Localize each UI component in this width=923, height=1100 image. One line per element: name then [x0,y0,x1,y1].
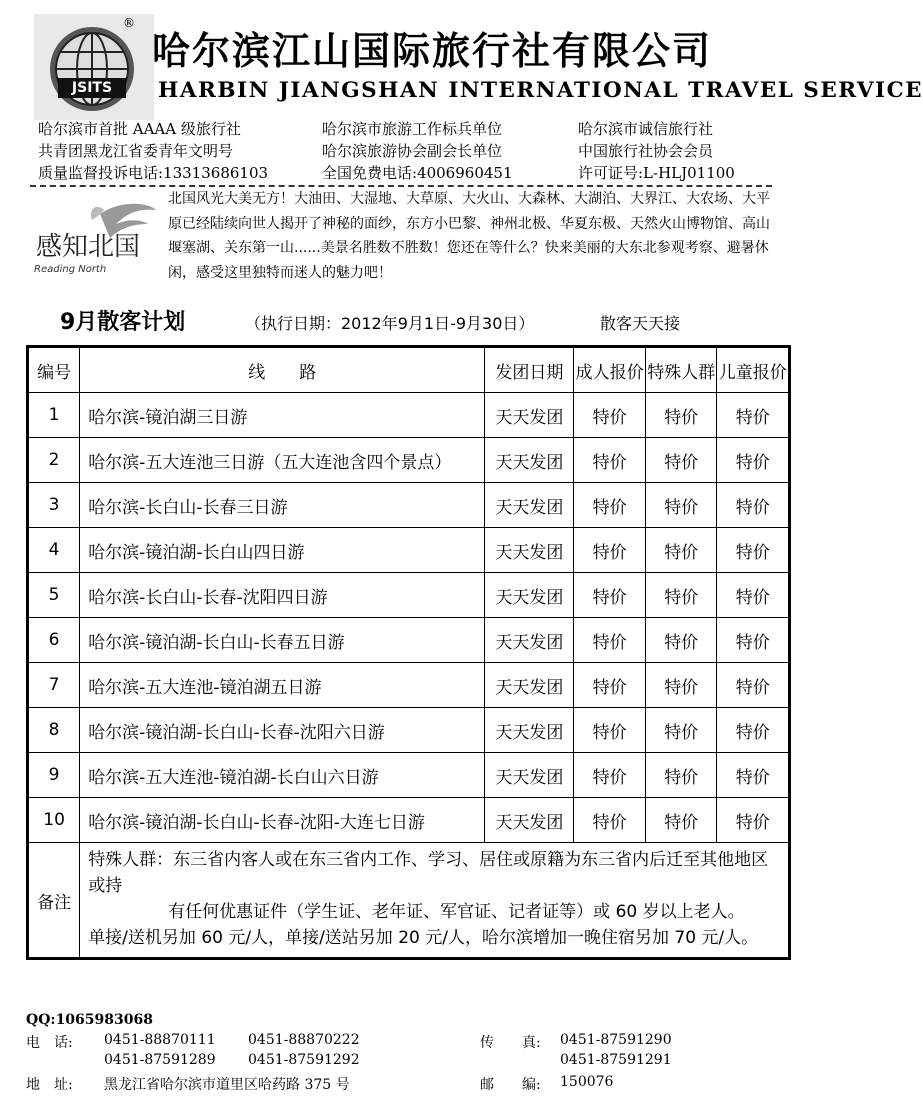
table-row [28,708,790,753]
banner-logo-cn: 感知北国 [36,232,141,262]
departure-date: 天天发团 [485,663,574,708]
plan-title: 9月散客计划 [60,310,186,335]
qualification: 哈尔滨市诚信旅行社 [578,120,714,138]
header-special-price: 特殊人群 [645,347,717,393]
company-name-cn: 哈尔滨江山国际旅行社有限公司 [152,28,713,73]
reading-north-logo [30,192,160,286]
table-row [28,798,790,843]
table-row [28,618,790,663]
special-price: 特价 [645,708,717,753]
special-price: 特价 [645,573,717,618]
adult-price: 特价 [574,663,646,708]
remark-row [28,843,790,959]
qq-label: QQ: [26,1012,56,1028]
adult-price: 特价 [574,798,646,843]
child-price: 特价 [717,438,790,483]
route-name: 哈尔滨-五大连池三日游（五大连池含四个景点） [80,438,485,483]
adult-price: 特价 [574,438,646,483]
tel-number: 0451-87591289 [104,1052,216,1068]
adult-price: 特价 [574,528,646,573]
header-number: 编号 [28,347,80,393]
postcode-label: 邮 编: [480,1077,541,1093]
child-price: 特价 [717,798,790,843]
special-price: 特价 [645,438,717,483]
table-row [28,483,790,528]
table-row [28,393,790,438]
departure-date: 天天发团 [485,618,574,663]
remark-content [80,843,790,959]
tel-number: 0451-88870111 [104,1032,216,1048]
registered-mark: ® [123,16,135,30]
header-date: 发团日期 [485,347,574,393]
table-row [28,753,790,798]
departure-date: 天天发团 [485,798,574,843]
child-price: 特价 [717,618,790,663]
row-number: 10 [28,798,80,843]
child-price: 特价 [717,393,790,438]
child-price: 特价 [717,573,790,618]
row-number: 9 [28,753,80,798]
qq-line [26,1012,153,1028]
qualification: 中国旅行社协会会员 [578,142,714,160]
logo-text: JSITS [71,80,113,96]
qualification: 哈尔滨旅游协会副会长单位 [322,142,503,160]
special-price: 特价 [645,663,717,708]
child-price: 特价 [717,753,790,798]
row-number: 5 [28,573,80,618]
row-number: 8 [28,708,80,753]
tel-label: 电 话: [26,1035,73,1051]
remark-special-group: 特殊人群：东三省内客人或在东三省内工作、学习、居住或原籍为东三省内后迁至其他地区或持 [88,850,769,896]
plan-note: 散客天天接 [600,314,681,333]
plan-period: （执行日期：2012年9月1日-9月30日） [245,314,535,333]
route-name: 哈尔滨-五大连池-镜泊湖-长白山六日游 [80,753,485,798]
route-name: 哈尔滨-镜泊湖-长白山四日游 [80,528,485,573]
address: 黑龙江省哈尔滨市道里区哈药路 375 号 [104,1077,350,1093]
row-number: 3 [28,483,80,528]
row-number: 1 [28,393,80,438]
adult-price: 特价 [574,393,646,438]
row-number: 4 [28,528,80,573]
table-row [28,438,790,483]
child-price: 特价 [717,663,790,708]
adult-price: 特价 [574,753,646,798]
address-label: 地 址: [26,1077,73,1093]
header-route: 线 路 [80,347,485,393]
qualification: 哈尔滨市旅游工作标兵单位 [322,120,503,138]
postcode: 150076 [560,1074,614,1090]
departure-date: 天天发团 [485,438,574,483]
remark-surcharges: 单接/送机另加 60 元/人，单接/送站另加 20 元/人，哈尔滨增加一晚住宿另加 70 元/人。 [88,928,759,948]
row-number: 7 [28,663,80,708]
qualification: 共青团黑龙江省委青年文明号 [38,142,234,160]
remark-label: 备注 [28,843,80,959]
special-price: 特价 [645,528,717,573]
table-header-row [28,347,790,393]
row-number: 6 [28,618,80,663]
route-name: 哈尔滨-镜泊湖-长白山-长春-沈阳六日游 [80,708,485,753]
fax-number: 0451-87591291 [560,1052,672,1068]
route-name: 哈尔滨-镜泊湖-长白山-长春五日游 [80,618,485,663]
table-row [28,528,790,573]
table-row [28,663,790,708]
fax-label: 传 真: [480,1035,541,1051]
departure-date: 天天发团 [485,708,574,753]
departure-date: 天天发团 [485,573,574,618]
route-name: 哈尔滨-长白山-长春-沈阳四日游 [80,573,485,618]
child-price: 特价 [717,708,790,753]
child-price: 特价 [717,483,790,528]
departure-date: 天天发团 [485,528,574,573]
adult-price: 特价 [574,483,646,528]
special-price: 特价 [645,618,717,663]
qualification: 哈尔滨市首批 AAAA 级旅行社 [38,120,241,138]
globe-logo-icon [34,14,154,120]
complaint-hotline: 质量监督投诉电话:13313686103 [38,164,269,182]
route-name: 哈尔滨-镜泊湖-长白山-长春-沈阳-大连七日游 [80,798,485,843]
tel-number: 0451-87591292 [248,1052,360,1068]
banner-intro-text: 北国风光大美无方！大油田、大湿地、大草原、大火山、大森林、大湖泊、大界江、大农场、大平原已经陆续向世人揭开了神秘的面纱，东方小巴黎、神州北极、华夏东极、天然火山博物馆、高山堰塞湖、关东第一山......美景名胜数不胜数！您还在等什么？快来美丽的大东北参观考察、避暑休闲，感受这里独特而迷人的魅力吧！ [168,191,770,281]
special-price: 特价 [645,753,717,798]
departure-date: 天天发团 [485,483,574,528]
banner-logo-en: Reading North [34,264,107,275]
special-price: 特价 [645,483,717,528]
child-price: 特价 [717,528,790,573]
company-name-en: HARBIN JIANGSHAN INTERNATIONAL TRAVEL SERVICE [158,78,923,103]
route-name: 哈尔滨-镜泊湖三日游 [80,393,485,438]
free-hotline: 全国免费电话:4006960451 [322,164,513,182]
header-adult-price: 成人报价 [574,347,646,393]
departure-date: 天天发团 [485,753,574,798]
adult-price: 特价 [574,708,646,753]
route-name: 哈尔滨-五大连池-镜泊湖五日游 [80,663,485,708]
header-child-price: 儿童报价 [717,347,790,393]
table-row [28,573,790,618]
tour-plan-table [26,345,791,960]
adult-price: 特价 [574,618,646,663]
adult-price: 特价 [574,573,646,618]
fax-number: 0451-87591290 [560,1032,672,1048]
special-price: 特价 [645,393,717,438]
remark-special-group-cont: 有任何优惠证件（学生证、老年证、军官证、记者证等）或 60 岁以上老人。 [168,902,745,922]
qq-number: 1065983068 [55,1012,153,1028]
row-number: 2 [28,438,80,483]
special-price: 特价 [645,798,717,843]
license-number: 许可证号:L-HLJ01100 [578,164,735,182]
tel-number: 0451-88870222 [248,1032,360,1048]
departure-date: 天天发团 [485,393,574,438]
company-logo [34,14,154,120]
route-name: 哈尔滨-长白山-长春三日游 [80,483,485,528]
